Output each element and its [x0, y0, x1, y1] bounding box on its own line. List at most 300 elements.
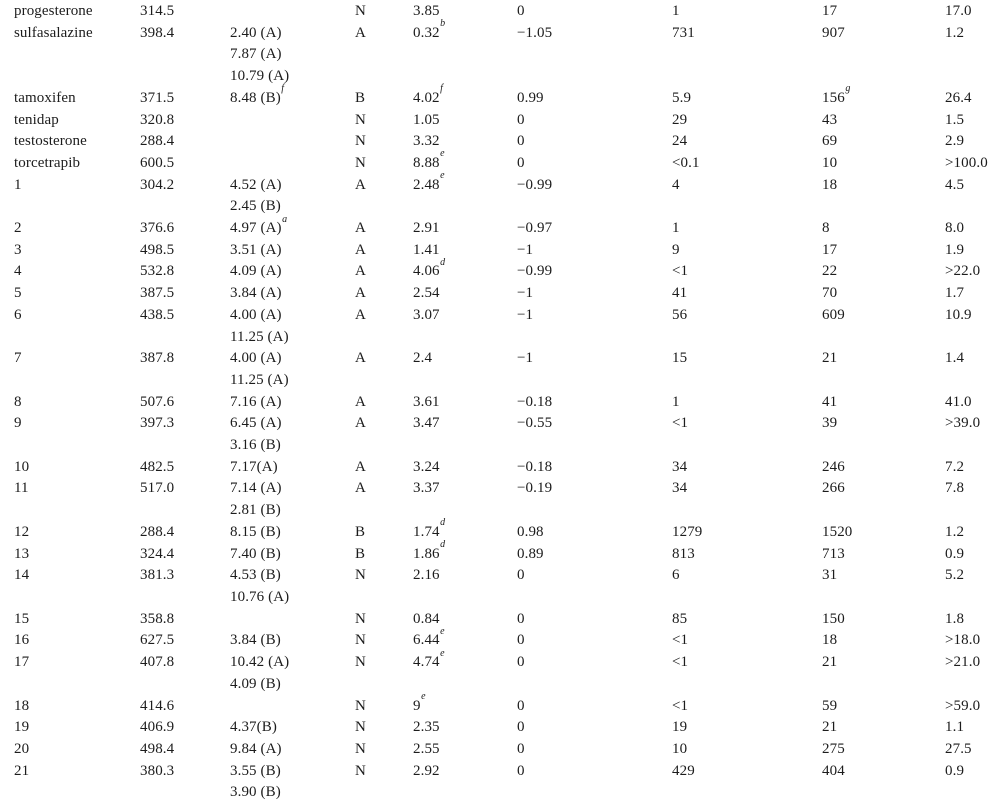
- molecular-weight: 507.6: [140, 393, 175, 410]
- logd-value: 0.84: [413, 610, 440, 627]
- logd-value: 4.06$^d$: [413, 256, 446, 280]
- acid-base-type: A: [355, 350, 366, 367]
- charge-value: −0.19: [517, 480, 553, 497]
- col9-value: 2.9: [945, 133, 965, 150]
- acid-base-type: B: [355, 89, 366, 106]
- compound-name: 4: [14, 263, 22, 280]
- col7-value: 6: [672, 567, 680, 584]
- col9-value: 7.2: [945, 458, 965, 475]
- compound-name: sulfasalazine: [14, 24, 93, 41]
- col9-value: 1.4: [945, 350, 965, 367]
- molecular-weight: 414.6: [140, 697, 175, 714]
- table-row: [14, 131, 1006, 153]
- charge-value: 0: [517, 654, 525, 671]
- col9-value: 1.5: [945, 111, 965, 128]
- compound-name: 20: [14, 740, 30, 757]
- logd-value: 3.32: [413, 133, 440, 150]
- col7-value: 56: [672, 306, 688, 323]
- compound-name: 21: [14, 762, 30, 779]
- table-row: [14, 170, 1006, 218]
- charge-value: −1.05: [517, 24, 553, 41]
- pka-values: [230, 652, 355, 695]
- footnote-marker: e: [440, 647, 445, 659]
- molecular-weight: 600.5: [140, 154, 175, 171]
- col8-value: 69: [822, 133, 838, 150]
- col9-value: 0.9: [945, 545, 965, 562]
- col8-value: 59: [822, 697, 838, 714]
- molecular-weight: 387.5: [140, 285, 175, 302]
- col7-value: 19: [672, 719, 688, 736]
- molecular-weight: 320.8: [140, 111, 175, 128]
- compound-name: 17: [14, 654, 30, 671]
- logd-value: 9e: [413, 691, 426, 714]
- charge-value: 0: [517, 111, 525, 128]
- col7-value: 9: [672, 241, 680, 258]
- col9-value: >21.0: [945, 654, 981, 671]
- logd-value: 3.61: [413, 393, 440, 410]
- charge-value: 0: [517, 3, 525, 19]
- col9-value: 5.2: [945, 567, 965, 584]
- pka-line: 10.79 (A): [230, 68, 290, 85]
- table-row: [14, 83, 1006, 110]
- acid-base-type: B: [355, 545, 366, 562]
- col8-value: 1520: [822, 523, 853, 540]
- molecular-weight: 358.8: [140, 610, 175, 627]
- logd-value: 2.54: [413, 285, 440, 302]
- charge-value: 0: [517, 697, 525, 714]
- col8-value: 22: [822, 263, 838, 280]
- pka-values: [230, 240, 355, 262]
- acid-base-type: A: [355, 241, 366, 258]
- table-row: [14, 517, 1006, 544]
- charge-value: −1: [517, 285, 534, 302]
- compound-name: 16: [14, 632, 30, 649]
- molecular-weight: 517.0: [140, 480, 175, 497]
- pka-line: 3.84 (A): [230, 285, 282, 302]
- col8-value: 150: [822, 610, 845, 627]
- pka-line: 10.42 (A): [230, 654, 290, 671]
- col8-value: 18: [822, 176, 838, 193]
- footnote-marker: b: [440, 18, 446, 30]
- logd-value: 6.44e: [413, 625, 445, 649]
- col8-value: 907: [822, 24, 845, 41]
- molecular-weight: 498.4: [140, 740, 175, 757]
- charge-value: −1: [517, 350, 534, 367]
- footnote-marker: d: [440, 517, 446, 529]
- acid-base-type: N: [355, 133, 366, 150]
- logd-value: 1.74$^d$: [413, 517, 446, 540]
- acid-base-type: A: [355, 285, 366, 302]
- table-row: [14, 348, 1006, 391]
- logd-value: 2.16: [413, 567, 440, 584]
- col8-value: 18: [822, 632, 838, 649]
- col7-value: 1: [672, 220, 680, 237]
- table-row: [14, 761, 1006, 804]
- footnote-marker: d: [440, 539, 446, 551]
- col9-value: 1.9: [945, 241, 965, 258]
- pka-line: 3.90 (B): [230, 784, 281, 801]
- compound-name: 18: [14, 697, 30, 714]
- compound-name: 11: [14, 480, 29, 497]
- charge-value: 0: [517, 762, 525, 779]
- pka-values: [230, 348, 355, 391]
- col9-value: 1.2: [945, 523, 965, 540]
- molecular-weight: 381.3: [140, 567, 175, 584]
- molecular-weight: 324.4: [140, 545, 175, 562]
- col8-value: 31: [822, 567, 838, 584]
- molecular-weight: 387.8: [140, 350, 175, 367]
- charge-value: −1: [517, 306, 534, 323]
- logd-value: 2.91: [413, 220, 440, 237]
- pka-values: [230, 261, 355, 283]
- acid-base-type: A: [355, 220, 366, 237]
- col8-value: 609: [822, 306, 845, 323]
- pka-values: [230, 305, 355, 348]
- charge-value: −0.55: [517, 415, 553, 432]
- acid-base-type: N: [355, 719, 366, 736]
- pka-line: 8.48 $(B)^f$: [230, 83, 285, 106]
- table-row: [14, 565, 1006, 608]
- acid-base-type: N: [355, 3, 366, 19]
- pka-line: 4.97 $(A)^a$: [230, 213, 288, 237]
- col9-value: 1.7: [945, 285, 965, 302]
- pka-line: 2.45 (B): [230, 198, 281, 215]
- pka-line: 3.16 (B): [230, 437, 281, 454]
- molecular-weight: 532.8: [140, 263, 175, 280]
- table-row: [14, 539, 1006, 566]
- compound-name: 5: [14, 285, 22, 302]
- col8-value: 41: [822, 393, 838, 410]
- pka-line: 3.55 (B): [230, 762, 281, 779]
- table-row: [14, 739, 1006, 761]
- table-row: [14, 392, 1006, 414]
- pka-line: 11.25 (A): [230, 371, 289, 388]
- acid-base-type: N: [355, 697, 366, 714]
- acid-base-type: N: [355, 740, 366, 757]
- charge-value: −0.18: [517, 393, 553, 410]
- pka-values: [230, 413, 355, 456]
- col8-value: 8: [822, 220, 830, 237]
- col9-value: >100.0: [945, 154, 988, 171]
- acid-base-type: N: [355, 610, 366, 627]
- molecular-weight: 482.5: [140, 458, 175, 475]
- pka-line: 2.40 (A): [230, 24, 282, 41]
- compound-name: 19: [14, 719, 30, 736]
- col9-value: 7.8: [945, 480, 965, 497]
- table-row: [14, 18, 1006, 88]
- compound-name: tamoxifen: [14, 89, 76, 106]
- table-row: [14, 478, 1006, 521]
- acid-base-type: A: [355, 263, 366, 280]
- col8-value: 21: [822, 654, 838, 671]
- charge-value: −0.99: [517, 176, 553, 193]
- compound-name: torcetrapib: [14, 154, 81, 171]
- col7-value: 1: [672, 3, 680, 19]
- acid-base-type: N: [355, 632, 366, 649]
- footnote-marker: f: [440, 83, 444, 95]
- acid-base-type: A: [355, 24, 366, 41]
- pka-line: 4.09 (B): [230, 675, 281, 692]
- table-row: [14, 1, 1006, 23]
- col7-value: 34: [672, 458, 688, 475]
- charge-value: −1: [517, 241, 534, 258]
- col7-value: <1: [672, 415, 689, 432]
- col8-value: 713: [822, 545, 845, 562]
- col9-value: 1.1: [945, 719, 965, 736]
- acid-base-type: N: [355, 654, 366, 671]
- charge-value: −0.99: [517, 263, 553, 280]
- logd-value: 2.55: [413, 740, 440, 757]
- col8-value: 246: [822, 458, 845, 475]
- acid-base-type: N: [355, 762, 366, 779]
- logd-value: 4.74e: [413, 647, 445, 671]
- charge-value: 0.99: [517, 89, 544, 106]
- col9-value: 41.0: [945, 393, 972, 410]
- pka-values: [230, 83, 355, 110]
- compound-name: 8: [14, 393, 22, 410]
- table-row: [14, 148, 1006, 175]
- molecular-weight: 398.4: [140, 24, 175, 41]
- pka-line: 10.76 (A): [230, 588, 290, 605]
- charge-value: 0: [517, 133, 525, 150]
- col8-value: 266: [822, 480, 845, 497]
- pka-line: 4.00 (A): [230, 350, 282, 367]
- pka-line: 3.84 (B): [230, 632, 281, 649]
- pka-values: [230, 696, 355, 718]
- pka-line: 4.53 (B): [230, 567, 281, 584]
- col9-value: 1.2: [945, 24, 965, 41]
- table-row: [14, 625, 1006, 652]
- molecular-weight: 288.4: [140, 523, 175, 540]
- acid-base-type: N: [355, 111, 366, 128]
- table-row: [14, 110, 1006, 132]
- compound-name: 3: [14, 241, 22, 258]
- acid-base-type: N: [355, 567, 366, 584]
- pka-line: 9.84 (A): [230, 740, 282, 757]
- logd-value: 1.86$^d$: [413, 539, 446, 562]
- compound-name: 14: [14, 567, 30, 584]
- col7-value: 15: [672, 350, 688, 367]
- footnote-marker: e: [421, 691, 426, 702]
- footnote-marker: e: [440, 170, 445, 182]
- pka-values: [230, 213, 355, 240]
- logd-value: 3.85: [413, 3, 440, 19]
- table-row: [14, 413, 1006, 456]
- pka-values: [230, 175, 355, 218]
- compound-name: 7: [14, 350, 22, 367]
- table-row: [14, 647, 1006, 695]
- molecular-weight: 304.2: [140, 176, 175, 193]
- molecular-weight: 627.5: [140, 632, 175, 649]
- charge-value: −0.18: [517, 458, 553, 475]
- table-row: [14, 609, 1006, 631]
- col7-value: 1: [672, 393, 680, 410]
- table-row: [14, 457, 1006, 479]
- acid-base-type: B: [355, 523, 366, 540]
- molecular-weight: 498.5: [140, 241, 175, 258]
- molecular-weight: 380.3: [140, 762, 175, 779]
- col7-value: 1279: [672, 523, 703, 540]
- table-row: [14, 691, 1006, 718]
- pka-values: [230, 630, 355, 652]
- compound-name: 10: [14, 458, 30, 475]
- molecular-weight: 397.3: [140, 415, 175, 432]
- pka-values: [230, 739, 355, 761]
- acid-base-type: A: [355, 393, 366, 410]
- col7-value: 813: [672, 545, 695, 562]
- col7-value: <1: [672, 654, 689, 671]
- compound-name: 15: [14, 610, 30, 627]
- logd-value: 2.35: [413, 719, 440, 736]
- molecular-weight: 407.8: [140, 654, 175, 671]
- col9-value: 27.5: [945, 740, 972, 757]
- col8-value: 21: [822, 719, 838, 736]
- col7-value: 85: [672, 610, 688, 627]
- table-row: [14, 717, 1006, 739]
- logd-value: 4.02$^f$: [413, 83, 444, 106]
- col9-value: >22.0: [945, 263, 981, 280]
- col7-value: 34: [672, 480, 688, 497]
- col9-value: 17.0: [945, 3, 972, 19]
- pka-line: 7.87 (A): [230, 46, 282, 63]
- molecular-weight: 288.4: [140, 133, 175, 150]
- pka-line: 11.25 (A): [230, 328, 289, 345]
- col7-value: 429: [672, 762, 695, 779]
- table-row: [14, 283, 1006, 305]
- col8-value: 43: [822, 111, 838, 128]
- col8-value: 17: [822, 3, 838, 19]
- col9-value: 0.9: [945, 762, 965, 779]
- logd-value: 0.32$^b$: [413, 18, 446, 41]
- col7-value: 41: [672, 285, 688, 302]
- pka-line: 4.00 (A): [230, 306, 282, 323]
- table-row: [14, 256, 1006, 283]
- compound-name: progesterone: [14, 3, 93, 19]
- acid-base-type: A: [355, 176, 366, 193]
- compound-name: testosterone: [14, 133, 87, 150]
- footnote-marker: d: [440, 256, 446, 268]
- pka-line: 4.52 (A): [230, 176, 282, 193]
- molecular-weight: 406.9: [140, 719, 175, 736]
- molecular-weight: 438.5: [140, 306, 175, 323]
- col9-value: 10.9: [945, 306, 972, 323]
- charge-value: 0: [517, 610, 525, 627]
- molecular-weight: 371.5: [140, 89, 175, 106]
- col9-value: >18.0: [945, 632, 981, 649]
- pka-values: [230, 131, 355, 153]
- logd-value: 1.05: [413, 111, 440, 128]
- charge-value: 0: [517, 154, 525, 171]
- compound-name: 1: [14, 176, 22, 193]
- compound-name: tenidap: [14, 111, 59, 128]
- pka-values: [230, 478, 355, 521]
- pka-values: [230, 565, 355, 608]
- logd-value: 3.47: [413, 415, 440, 432]
- col8-value: 70: [822, 285, 838, 302]
- pka-line: 2.81 (B): [230, 502, 281, 519]
- charge-value: 0: [517, 719, 525, 736]
- pka-values: [230, 544, 355, 566]
- col8-value: 156$^g$: [822, 83, 851, 106]
- charge-value: 0: [517, 567, 525, 584]
- logd-value: 2.48e: [413, 170, 445, 193]
- footnote-marker: g: [845, 83, 851, 95]
- col9-value: 1.8: [945, 610, 965, 627]
- pka-values: [230, 23, 355, 88]
- col7-value: <1: [672, 263, 689, 280]
- pka-values: [230, 392, 355, 414]
- col7-value: 5.9: [672, 89, 692, 106]
- logd-value: 8.88e: [413, 148, 445, 171]
- molecular-weight: 314.5: [140, 3, 175, 19]
- col7-value: 10: [672, 740, 688, 757]
- pka-line: 7.16 (A): [230, 393, 282, 410]
- footnote-marker: e: [440, 625, 445, 637]
- pka-values: [230, 717, 355, 739]
- charge-value: −0.97: [517, 220, 553, 237]
- col9-value: 4.5: [945, 176, 965, 193]
- logd-value: 1.41: [413, 241, 440, 258]
- pka-values: [230, 761, 355, 804]
- acid-base-type: A: [355, 458, 366, 475]
- charge-value: 0.98: [517, 523, 544, 540]
- col7-value: 4: [672, 176, 680, 193]
- pka-values: [230, 283, 355, 305]
- col8-value: 39: [822, 415, 838, 432]
- compound-name: 9: [14, 415, 22, 432]
- compound-name: 13: [14, 545, 30, 562]
- table-row: [14, 240, 1006, 262]
- logd-value: 3.07: [413, 306, 440, 323]
- col8-value: 21: [822, 350, 838, 367]
- table-row: [14, 213, 1006, 240]
- pka-line: 7.14 (A): [230, 480, 282, 497]
- molecular-weight: 376.6: [140, 220, 175, 237]
- pka-values: [230, 609, 355, 631]
- acid-base-type: A: [355, 415, 366, 432]
- logd-value: 3.24: [413, 458, 440, 475]
- col7-value: <1: [672, 697, 689, 714]
- pka-values: [230, 110, 355, 132]
- col9-value: 8.0: [945, 220, 965, 237]
- compound-name: 12: [14, 523, 30, 540]
- acid-base-type: N: [355, 154, 366, 171]
- charge-value: 0: [517, 632, 525, 649]
- logd-value: 2.4: [413, 350, 433, 367]
- pka-line: 8.15 (B): [230, 523, 281, 540]
- pka-values: [230, 153, 355, 175]
- footnote-marker: e: [440, 148, 445, 160]
- pka-line: 3.51 (A): [230, 241, 282, 258]
- charge-value: 0: [517, 740, 525, 757]
- col7-value: 29: [672, 111, 688, 128]
- col9-value: 26.4: [945, 89, 972, 106]
- col9-value: >59.0: [945, 697, 981, 714]
- col8-value: 275: [822, 740, 845, 757]
- pka-values: [230, 457, 355, 479]
- col7-value: 731: [672, 24, 695, 41]
- col9-value: >39.0: [945, 415, 981, 432]
- col7-value: <0.1: [672, 154, 700, 171]
- pka-values: [230, 522, 355, 544]
- logd-value: 3.37: [413, 480, 440, 497]
- pka-values: [230, 1, 355, 23]
- col8-value: 17: [822, 241, 838, 258]
- col8-value: 10: [822, 154, 838, 171]
- col7-value: 24: [672, 133, 688, 150]
- compound-name: 2: [14, 220, 22, 237]
- acid-base-type: A: [355, 306, 366, 323]
